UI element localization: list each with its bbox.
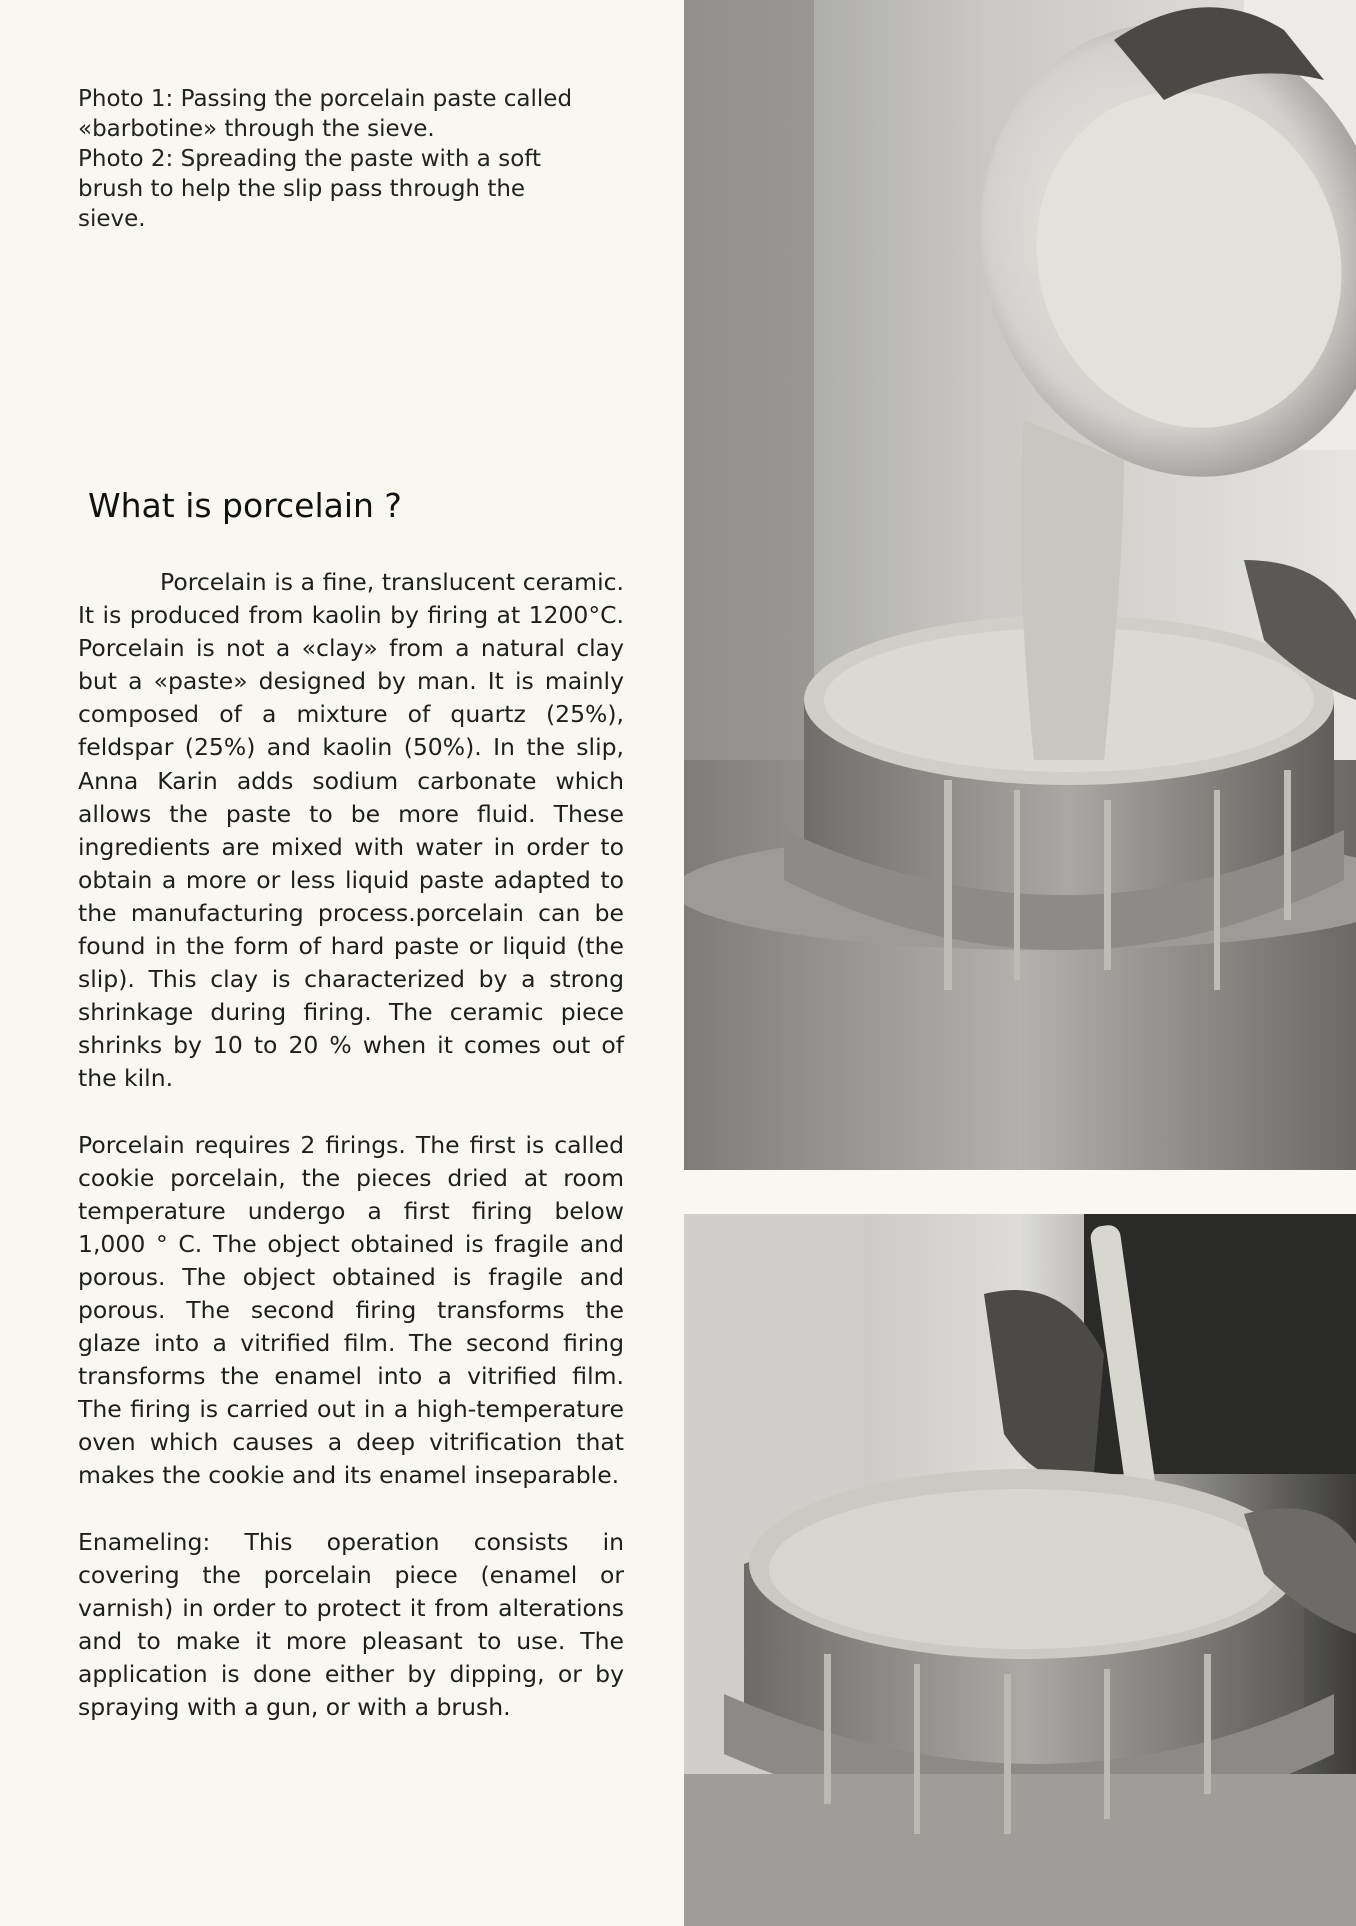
caption-line-2: «barbotine» through the sieve. bbox=[78, 116, 435, 142]
caption-line-3: Photo 2: Spreading the paste with a soft bbox=[78, 146, 541, 172]
article-title: What is porcelain ? bbox=[88, 486, 402, 525]
caption-line-4: brush to help the slip pass through the bbox=[78, 176, 526, 202]
photo-pouring-slip bbox=[684, 0, 1356, 1170]
article-body bbox=[78, 566, 624, 1724]
caption-line-1: Photo 1: Passing the porcelain paste called bbox=[78, 86, 573, 112]
photo-brushing-slip bbox=[684, 1214, 1356, 1926]
article-paragraph-2: Porcelain requires 2 firings. The first is called cookie porcelain, the pieces dried at room temperature undergo a first firing below 1,000 ° C. The object obtained is fragile and porous. The object obtained is fragile and porous. The second firing transforms the glaze into a vitrified film. The second firing transforms the enamel into a vitrified film. The firing is carried out in a high-temperature oven which causes a deep vitrification that makes the cookie and its enamel inseparable. bbox=[78, 1130, 624, 1490]
caption-line-5: sieve. bbox=[78, 206, 146, 232]
photo-brushing-slip-illustration bbox=[684, 1214, 1356, 1926]
article-paragraph-3: Enameling: This operation consists in covering the porcelain piece (enamel or varnish) in order to protect it from alterations and to make it more pleasant to use. The application is done either by dipping, or by spraying with a gun, or with a brush. bbox=[78, 1527, 624, 1721]
article-paragraph-1: Porcelain is a fine, translucent ceramic. It is produced from kaolin by firing at 1200°C. Porcelain is not a «clay» from a natural clay but a «paste» designed by man. It is mainly composed of a mixture of quartz (25%), feldspar (25%) and kaolin (50%). In the slip, Anna Karin adds sodium carbonate which allows the paste to be more fluid. These ingredients are mixed with water in order to obtain a more or less liquid paste adapted to the manufacturing process.porcelain can be found in the form of hard paste or liquid (the slip). This clay is characterized by a strong shrinkage during firing. The ceramic piece shrinks by 10 to 20 % when it comes out of the kiln. bbox=[78, 568, 624, 1093]
photo-captions bbox=[78, 84, 598, 234]
photo-pouring-slip-illustration bbox=[684, 0, 1356, 1170]
